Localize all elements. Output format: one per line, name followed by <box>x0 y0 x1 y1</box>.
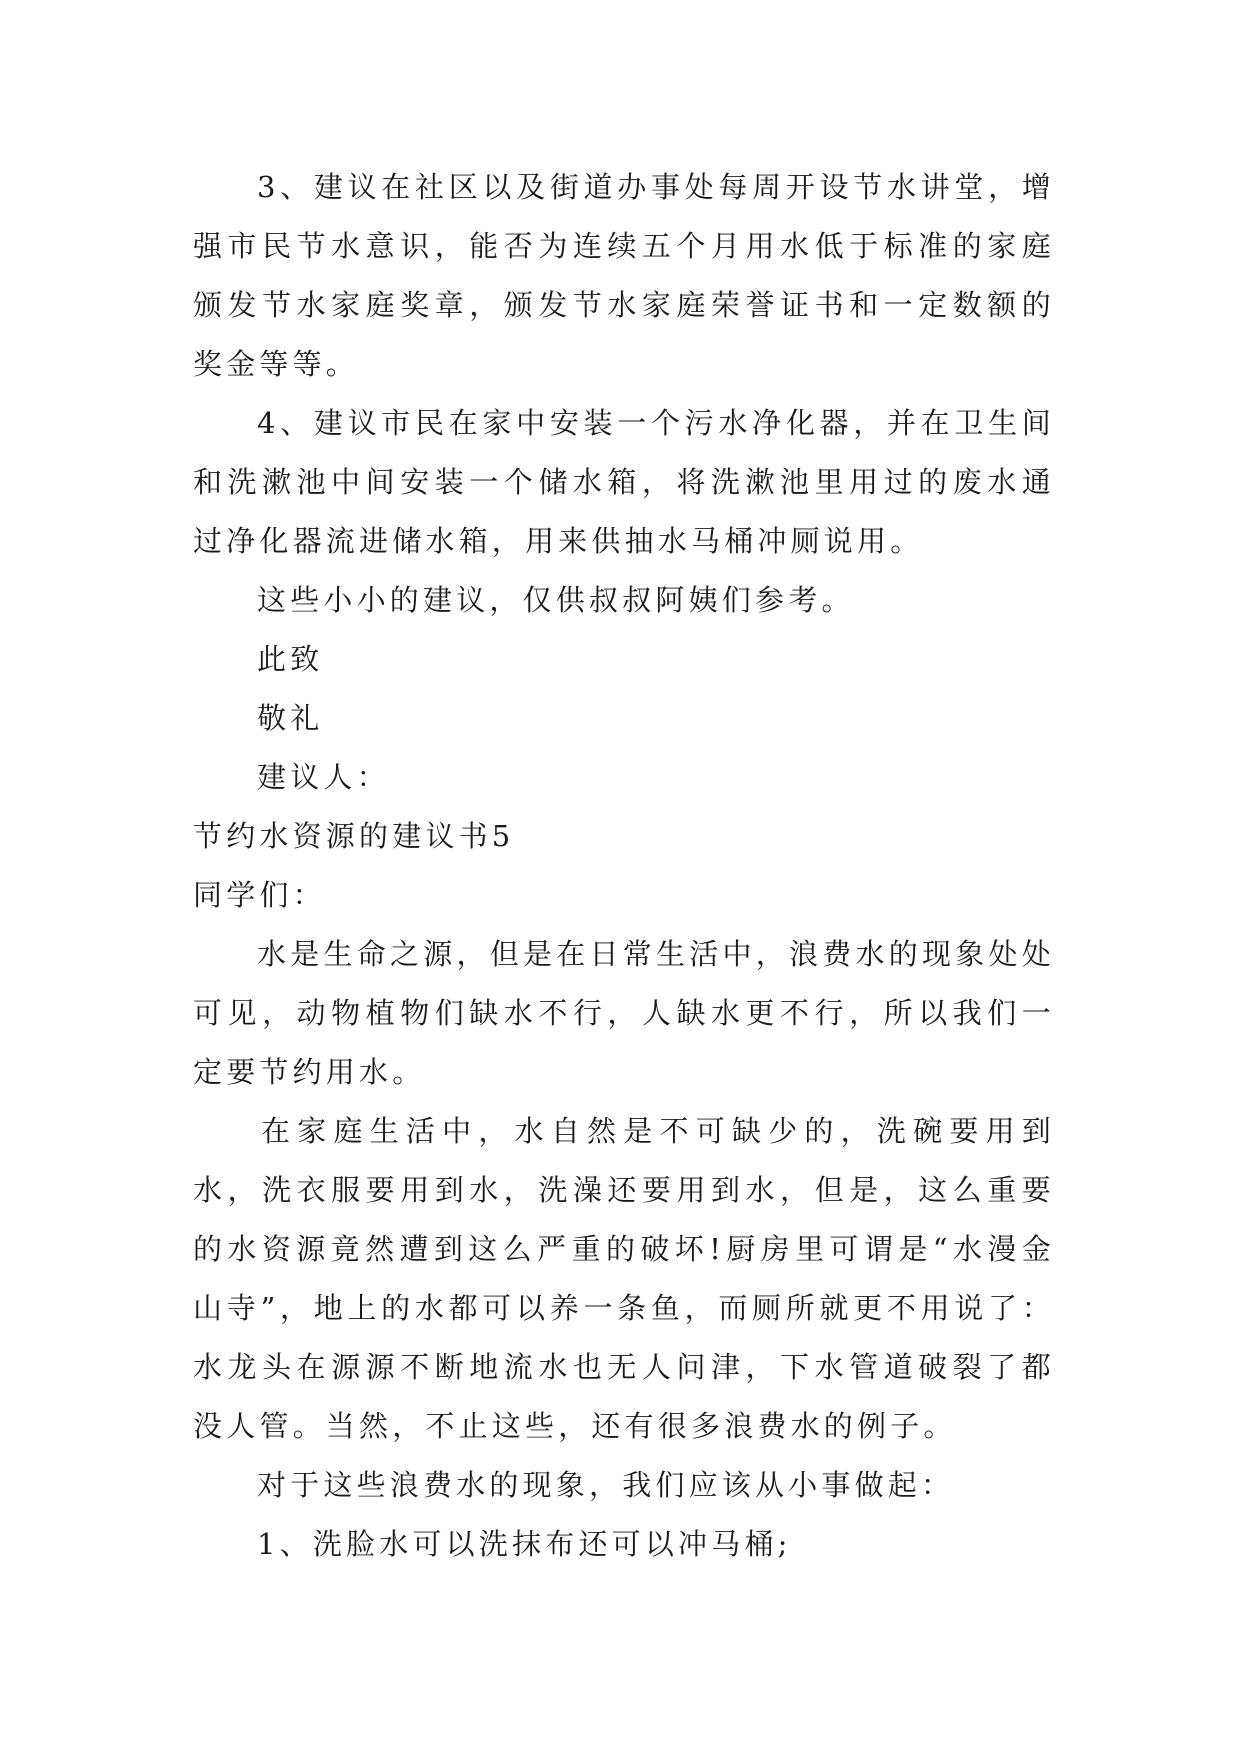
paragraph-tip-1: 1、洗脸水可以洗抹布还可以冲马桶; <box>257 1527 792 1561</box>
paragraph-water-source: 水是生命之源，但是在日常生活中，浪费水的现象处处可见，动物植物们缺水不行，人缺水更不行，所以我们一定要节约用水。 <box>193 937 1055 1089</box>
paragraph-suggestion-4: 4、建议市民在家中安装一个污水净化器，并在卫生间和洗漱池中间安装一个储水箱，将洗漱池里用过的废水通过净化器流进储水箱，用来供抽水马桶冲厕说用。 <box>193 406 1055 558</box>
paragraph-closing-remark: 这些小小的建议，仅供叔叔阿姨们参考。 <box>257 583 855 617</box>
document-page <box>193 158 1055 1574</box>
paragraph-suggestion-3: 3、建议在社区以及街道办事处每周开设节水讲堂，增强市民节水意识，能否为连续五个月用水低于标准的家庭颁发节水家庭奖章，颁发节水家庭荣誉证书和一定数额的奖金等等。 <box>193 170 1055 381</box>
salutation-jingli: 敬礼 <box>257 701 324 735</box>
salutation-cizhi: 此致 <box>257 642 324 676</box>
section-title: 节约水资源的建议书5 <box>193 819 515 853</box>
greeting: 同学们： <box>193 878 326 912</box>
paragraph-start-small: 对于这些浪费水的现象，我们应该从小事做起： <box>257 1468 955 1502</box>
signature-line: 建议人： <box>257 760 390 794</box>
paragraph-household-waste: 在家庭生活中，水自然是不可缺少的，洗碗要用到水，洗衣服要用到水，洗澡还要用到水，但是，这么重要的水资源竟然遭到这么严重的破坏!厨房里可谓是“水漫金山寺”，地上的水都可以养一条鱼，而厕所就更不用说了：水龙头在源源不断地流水也无人问津，下水管道破裂了都没人管。当然，不止这些，还有很多浪费水的例子。 <box>193 1114 1055 1443</box>
